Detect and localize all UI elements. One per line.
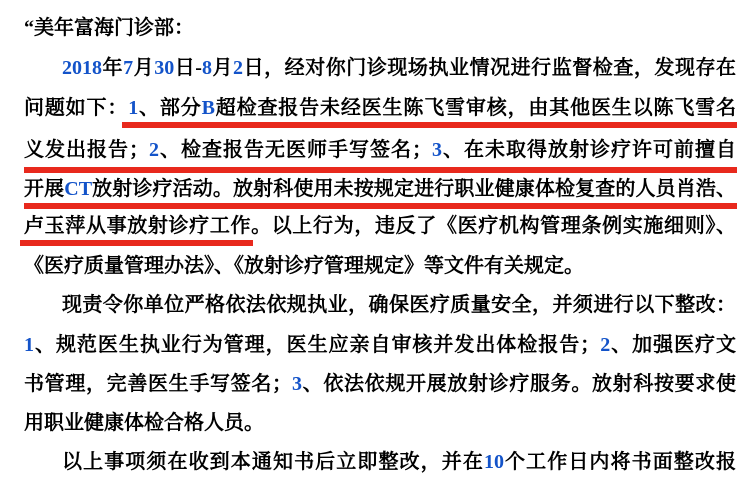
paragraph1-line6 <box>24 246 736 286</box>
item-number: 3 <box>292 373 302 395</box>
text-segment: 月 <box>133 57 155 79</box>
item-number: 1 <box>128 97 139 119</box>
date-segment: 8 <box>201 57 212 79</box>
paragraph1-line2 <box>24 88 736 128</box>
text-segment: 超检查报告未经医生陈飞雪审核，由其他医生以陈飞雪名 <box>214 97 737 119</box>
text-segment: 以上事项须在收到本通知书后立即整改，并在 <box>62 451 484 473</box>
text-segment: 日- <box>174 57 202 79</box>
text-segment: 、检查报告无医师手写签名； <box>159 139 432 161</box>
paragraph1-line4 <box>24 169 736 209</box>
paragraph2-line2 <box>24 325 736 365</box>
text-segment: 、加强医疗文 <box>610 334 737 356</box>
date-segment: 2 <box>233 57 244 79</box>
text-segment: 、规范医生执业行为管理，医生应亲自审核并发出体检报告； <box>34 334 601 356</box>
text-segment: 放射诊疗活动。放射科使用未按规定进行职业健康体检复查的人员肖浩、 <box>92 178 737 200</box>
deadline-number: 10 <box>483 451 504 473</box>
item-number: 1 <box>24 334 34 356</box>
text-segment: 用职业健康体检合格人员。 <box>24 412 264 434</box>
text-segment: 开展 <box>24 178 65 200</box>
text-segment: 个工作日内将书面整改报 <box>503 451 737 473</box>
date-segment: 7 <box>123 57 134 79</box>
paragraph1-line1 <box>24 48 736 88</box>
text-segment: 义发出报告； <box>24 139 149 161</box>
text-segment: 《医疗质量管理办法》、《放射诊疗管理规定》等文件有关规定。 <box>24 255 584 277</box>
paragraph2-line3 <box>24 364 736 404</box>
text-segment: 卢玉萍从事放射诊疗工作。以上行为，违反了《医疗机构管理条例实施细则》、 <box>24 215 736 237</box>
paragraph2-line1 <box>24 285 736 325</box>
text-segment: 月 <box>211 57 234 79</box>
text-segment: 日，经对你门诊现场执业情况进行监督检查，发现存在 <box>243 57 737 79</box>
text-segment: 书管理，完善医生手写签名； <box>24 373 292 395</box>
text-segment: CT <box>64 178 93 200</box>
text-segment: 现责令你单位严格依法依规执业，确保医疗质量安全，并须进行以下整改： <box>62 294 736 316</box>
date-segment: 2018 <box>62 57 102 79</box>
paragraph1-line3 <box>24 130 736 170</box>
paragraph3-line1 <box>24 442 736 477</box>
text-segment: 、在未取得放射诊疗许可前擅自 <box>442 139 736 161</box>
salutation-line <box>24 8 736 48</box>
text-segment: 、部分 <box>138 97 202 119</box>
text-segment: B <box>201 97 215 119</box>
paragraph1-line5 <box>24 206 736 246</box>
text-segment: 问题如下： <box>24 97 129 119</box>
text-segment: 、依法依规开展放射诊疗服务。放射科按要求使 <box>302 373 736 395</box>
text-segment: 年 <box>102 57 124 79</box>
item-number: 3 <box>432 139 442 161</box>
paragraph2-line4 <box>24 403 736 443</box>
item-number: 2 <box>600 334 611 356</box>
date-segment: 30 <box>154 57 175 79</box>
text-segment: “美年富海门诊部： <box>24 17 194 39</box>
item-number: 2 <box>149 139 159 161</box>
